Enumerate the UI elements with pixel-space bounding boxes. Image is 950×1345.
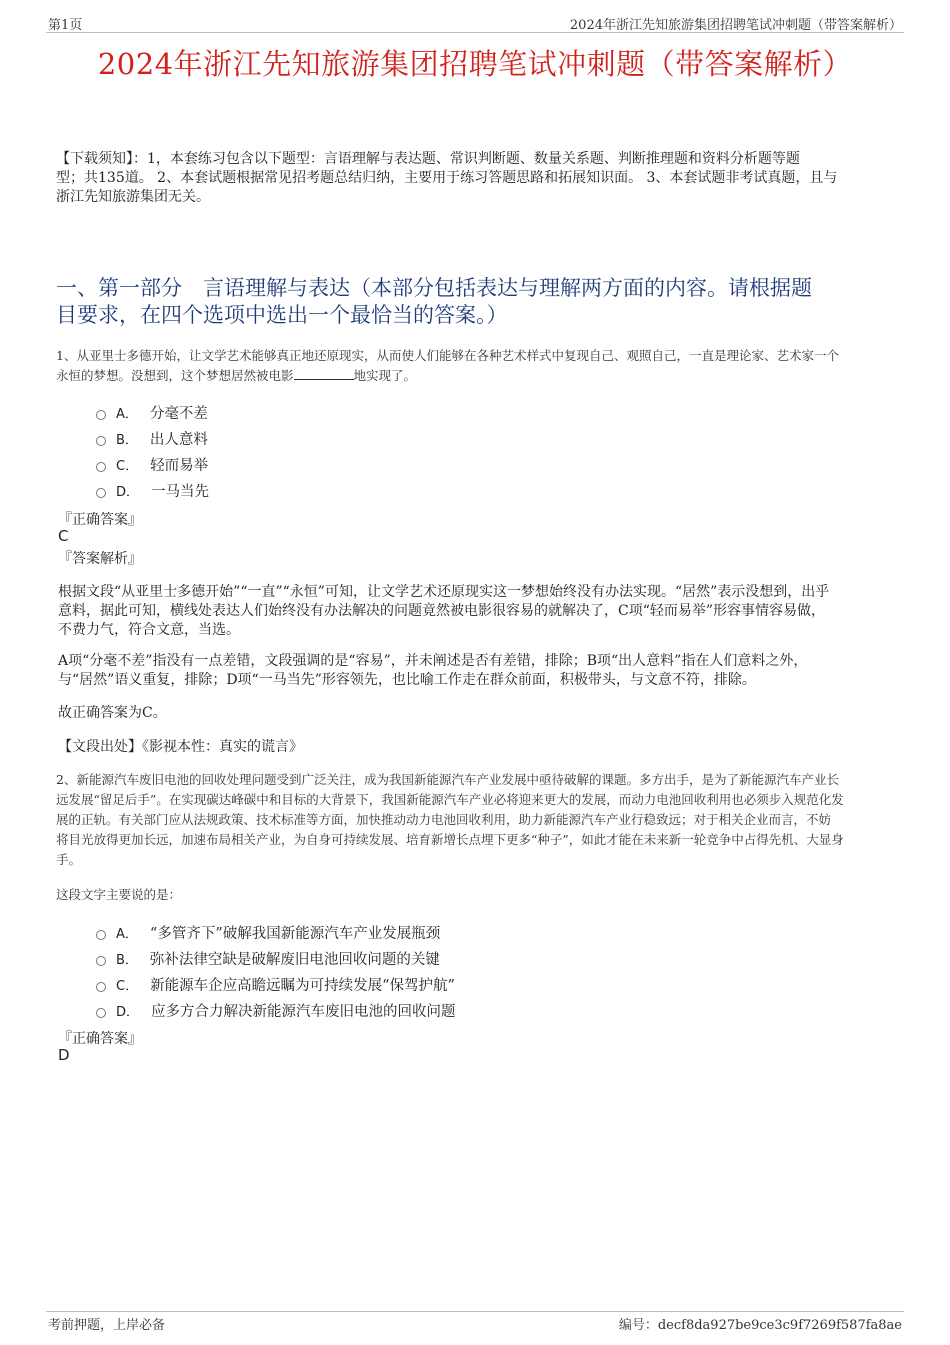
q1-analysis-label: 『答案解析』 bbox=[58, 551, 142, 567]
option-key: D． bbox=[116, 485, 140, 500]
option-text: 一马当先 bbox=[151, 484, 210, 500]
question-text: 地实现了。 bbox=[353, 368, 417, 383]
radio-icon[interactable] bbox=[96, 436, 106, 446]
document-title: 2024年浙江先知旅游集团招聘笔试冲刺题（带答案解析） bbox=[97, 47, 853, 81]
section-heading bbox=[56, 275, 901, 329]
question-1-stem bbox=[56, 346, 901, 386]
option-key: A． bbox=[116, 927, 138, 942]
question-text-line: 远发展“留足后手”。在实现碳达峰碳中和目标的大背景下，我国新能源汽车产业必将迎来更大的发展，而动力电池回收利用也必须步入规范化发 bbox=[56, 792, 844, 807]
q1-analysis-paragraph-2 bbox=[58, 652, 898, 690]
q2-answer-label: 『正确答案』 bbox=[58, 1031, 142, 1047]
q1-source: 【文段出处】《影视本性：真实的谎言》 bbox=[58, 739, 303, 755]
q1-option-a[interactable] bbox=[96, 402, 208, 423]
option-key: B． bbox=[116, 433, 138, 448]
radio-icon[interactable] bbox=[96, 956, 106, 966]
q1-answer: C bbox=[58, 527, 69, 545]
radio-icon[interactable] bbox=[96, 982, 106, 992]
analysis-line: A项“分毫不差”指没有一点差错，文段强调的是“容易”，并未阐述是否有差错，排除；B项“出人意料”指在人们意料之外， bbox=[58, 653, 808, 669]
option-key: C． bbox=[116, 979, 139, 994]
option-key: C． bbox=[116, 459, 139, 474]
question-text-line: 展的正轨。有关部门应从法规政策、技术标准等方面，加快推动动力电池回收利用，助力新能源汽车产业行稳致远；对于相关企业而言，不妨 bbox=[56, 812, 832, 827]
q2-option-c[interactable] bbox=[96, 974, 455, 995]
option-text: “多管齐下”破解我国新能源汽车产业发展瓶颈 bbox=[149, 926, 441, 942]
option-key: A． bbox=[116, 407, 138, 422]
option-text: 应多方合力解决新能源汽车废旧电池的回收问题 bbox=[151, 1004, 456, 1020]
fill-blank bbox=[294, 367, 354, 380]
option-text: 新能源车企应高瞻远瞩为可持续发展“保驾护航” bbox=[150, 978, 455, 994]
radio-icon[interactable] bbox=[96, 462, 106, 472]
footer-slogan: 考前押题，上岸必备 bbox=[48, 1318, 166, 1333]
radio-icon[interactable] bbox=[96, 410, 106, 420]
analysis-line: 根据文段“从亚里士多德开始”“一直”“永恒”可知，让文学艺术还原现实这一梦想始终没有办法实现。“居然”表示没想到，出乎 bbox=[58, 584, 830, 600]
q1-option-c[interactable] bbox=[96, 454, 208, 475]
q1-option-b[interactable] bbox=[96, 428, 208, 449]
notice-line: 【下载须知】：1，本套练习包含以下题型：言语理解与表达题、常识判断题、数量关系题、判断推理题和资料分析题等题 bbox=[56, 151, 800, 167]
q2-answer: D bbox=[58, 1046, 70, 1064]
notice-line: 型；共135道。 2、本套试题根据常见招考题总结归纳，主要用于练习答题思路和拓展知识面。 3、本套试题非考试真题，且与 bbox=[56, 170, 838, 186]
footer-divider bbox=[46, 1311, 904, 1312]
question-text-line: 手。 bbox=[56, 852, 82, 867]
question-text-line: 将目光放得更加长远，加速布局相关产业，为自身可持续发展、培育新增长点埋下更多“种子”，如此才能在未来新一轮竞争中占得先机、大显身 bbox=[56, 832, 844, 847]
q1-analysis-paragraph-1 bbox=[58, 583, 898, 640]
option-text: 出人意料 bbox=[149, 432, 208, 448]
q2-option-a[interactable] bbox=[96, 922, 440, 943]
page-number: 第1页 bbox=[48, 18, 83, 33]
radio-icon[interactable] bbox=[96, 488, 106, 498]
question-text: 永恒的梦想。没想到，这个梦想居然被电影 bbox=[56, 368, 294, 383]
section-heading-line: 一、第一部分 言语理解与表达（本部分包括表达与理解两方面的内容。请根据题 bbox=[56, 276, 812, 300]
q1-answer-label: 『正确答案』 bbox=[58, 512, 142, 528]
option-text: 分毫不差 bbox=[149, 406, 208, 422]
question-2-stem bbox=[56, 770, 901, 870]
analysis-line: 意料，据此可知，横线处表达人们始终没有办法解决的问题竟然被电影很容易的就解决了，C项“轻而易举”形容事情容易做， bbox=[58, 603, 826, 619]
radio-icon[interactable] bbox=[96, 1008, 106, 1018]
option-key: B． bbox=[116, 953, 138, 968]
analysis-line: 与“居然”语义重复，排除；D项“一马当先”形容领先，也比喻工作走在群众前面，积极带头，与文意不符，排除。 bbox=[58, 672, 756, 688]
download-notice bbox=[56, 150, 901, 207]
section-heading-line: 目要求，在四个选项中选出一个最恰当的答案。） bbox=[56, 303, 508, 327]
footer-doc-id: 编号：decf8da927be9ce3c9f7269f587fa8ae bbox=[618, 1318, 902, 1333]
option-text: 弥补法律空缺是破解废旧电池回收问题的关键 bbox=[149, 952, 440, 968]
header-doc-title: 2024年浙江先知旅游集团招聘笔试冲刺题（带答案解析） bbox=[569, 18, 902, 33]
analysis-line: 不费力气，符合文意，当选。 bbox=[58, 622, 240, 638]
q2-option-b[interactable] bbox=[96, 948, 440, 969]
option-text: 轻而易举 bbox=[150, 458, 209, 474]
notice-line: 浙江先知旅游集团无关。 bbox=[56, 189, 210, 205]
q1-analysis-conclusion: 故正确答案为C。 bbox=[58, 705, 167, 721]
q2-option-d[interactable] bbox=[96, 1000, 456, 1021]
question-text-line: 2、新能源汽车废旧电池的回收处理问题受到广泛关注，成为我国新能源汽车产业发展中亟待破解的课题。多方出手，是为了新能源汽车产业长 bbox=[56, 772, 839, 787]
question-text-line bbox=[56, 366, 901, 386]
header-divider bbox=[46, 32, 904, 33]
q1-option-d[interactable] bbox=[96, 480, 209, 501]
radio-icon[interactable] bbox=[96, 930, 106, 940]
question-text-line: 1、从亚里士多德开始，让文学艺术能够真正地还原现实，从而使人们能够在各种艺术样式中复现自己、观照自己，一直是理论家、艺术家一个 bbox=[56, 348, 839, 363]
option-key: D． bbox=[116, 1005, 140, 1020]
question-2-prompt: 这段文字主要说的是： bbox=[56, 887, 182, 902]
